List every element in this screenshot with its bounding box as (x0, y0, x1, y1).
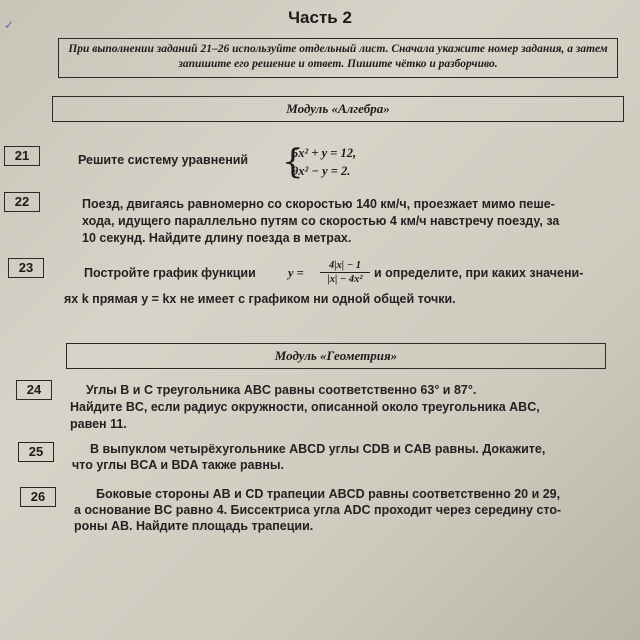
task-22-line2: хода, идущего параллельно путям со скоростью 4 км/ч навстречу поезду, за (82, 214, 560, 228)
task-21-eq1: 5x² + y = 12, (292, 146, 357, 160)
task-number-25: 25 (18, 442, 54, 462)
task-26-line3: роны AB. Найдите площадь трапеции. (74, 519, 314, 533)
task-23-pre: Постройте график функции (84, 266, 256, 280)
fraction-denominator: |x| − 4x² (327, 274, 363, 285)
task-21-eq2: 9x² − y = 2. (292, 164, 351, 178)
task-number-23: 23 (8, 258, 44, 278)
module-geometry-title: Модуль «Геометрия» (66, 343, 606, 369)
task-number-22: 22 (4, 192, 40, 212)
task-number-21: 21 (4, 146, 40, 166)
pen-mark-icon: ✓ (4, 18, 15, 32)
task-21-text: Решите систему уравнений (78, 153, 249, 167)
task-number-24: 24 (16, 380, 52, 400)
task-26-line1: Боковые стороны AB и CD трапеции ABCD равны соответственно 20 и 29, (96, 487, 561, 501)
task-24-line1: Углы B и C треугольника ABC равны соответственно 63° и 87°. (86, 383, 477, 397)
task-23-y-eq: y = (288, 266, 304, 280)
module-algebra-title: Модуль «Алгебра» (52, 96, 624, 122)
task-24-line2: Найдите BC, если радиус окружности, описанной около треугольника ABC, (70, 400, 540, 414)
task-23-fraction (320, 260, 370, 285)
task-24-line3: равен 11. (70, 417, 127, 431)
task-23-line2: ях k прямая y = kx не имеет с графиком ни одной общей точки. (64, 292, 456, 306)
task-23-post: и определите, при каких значени- (374, 266, 584, 280)
task-number-26: 26 (20, 487, 56, 507)
instructions-box: При выполнении заданий 21–26 используйте отдельный лист. Сначала укажите номер задания, а затем запишите его решение и ответ. Пишите чётко и разборчиво. (58, 38, 618, 78)
task-25-line1: В выпуклом четырёхугольнике ABCD углы CDB и CAB равны. Докажите, (90, 442, 546, 456)
task-26-line2: а основание BC равно 4. Биссектриса угла ADC проходит через середину сто- (74, 503, 562, 517)
part-title: Часть 2 (288, 8, 352, 27)
task-22-line3: 10 секунд. Найдите длину поезда в метрах. (82, 231, 352, 245)
fraction-numerator: 4|x| − 1 (320, 260, 370, 273)
task-25-line2: что углы BCA и BDA также равны. (72, 458, 285, 472)
system-brace: { (282, 142, 304, 182)
task-22-line1: Поезд, двигаясь равномерно со скоростью 140 км/ч, проезжает мимо пеше- (82, 197, 555, 211)
